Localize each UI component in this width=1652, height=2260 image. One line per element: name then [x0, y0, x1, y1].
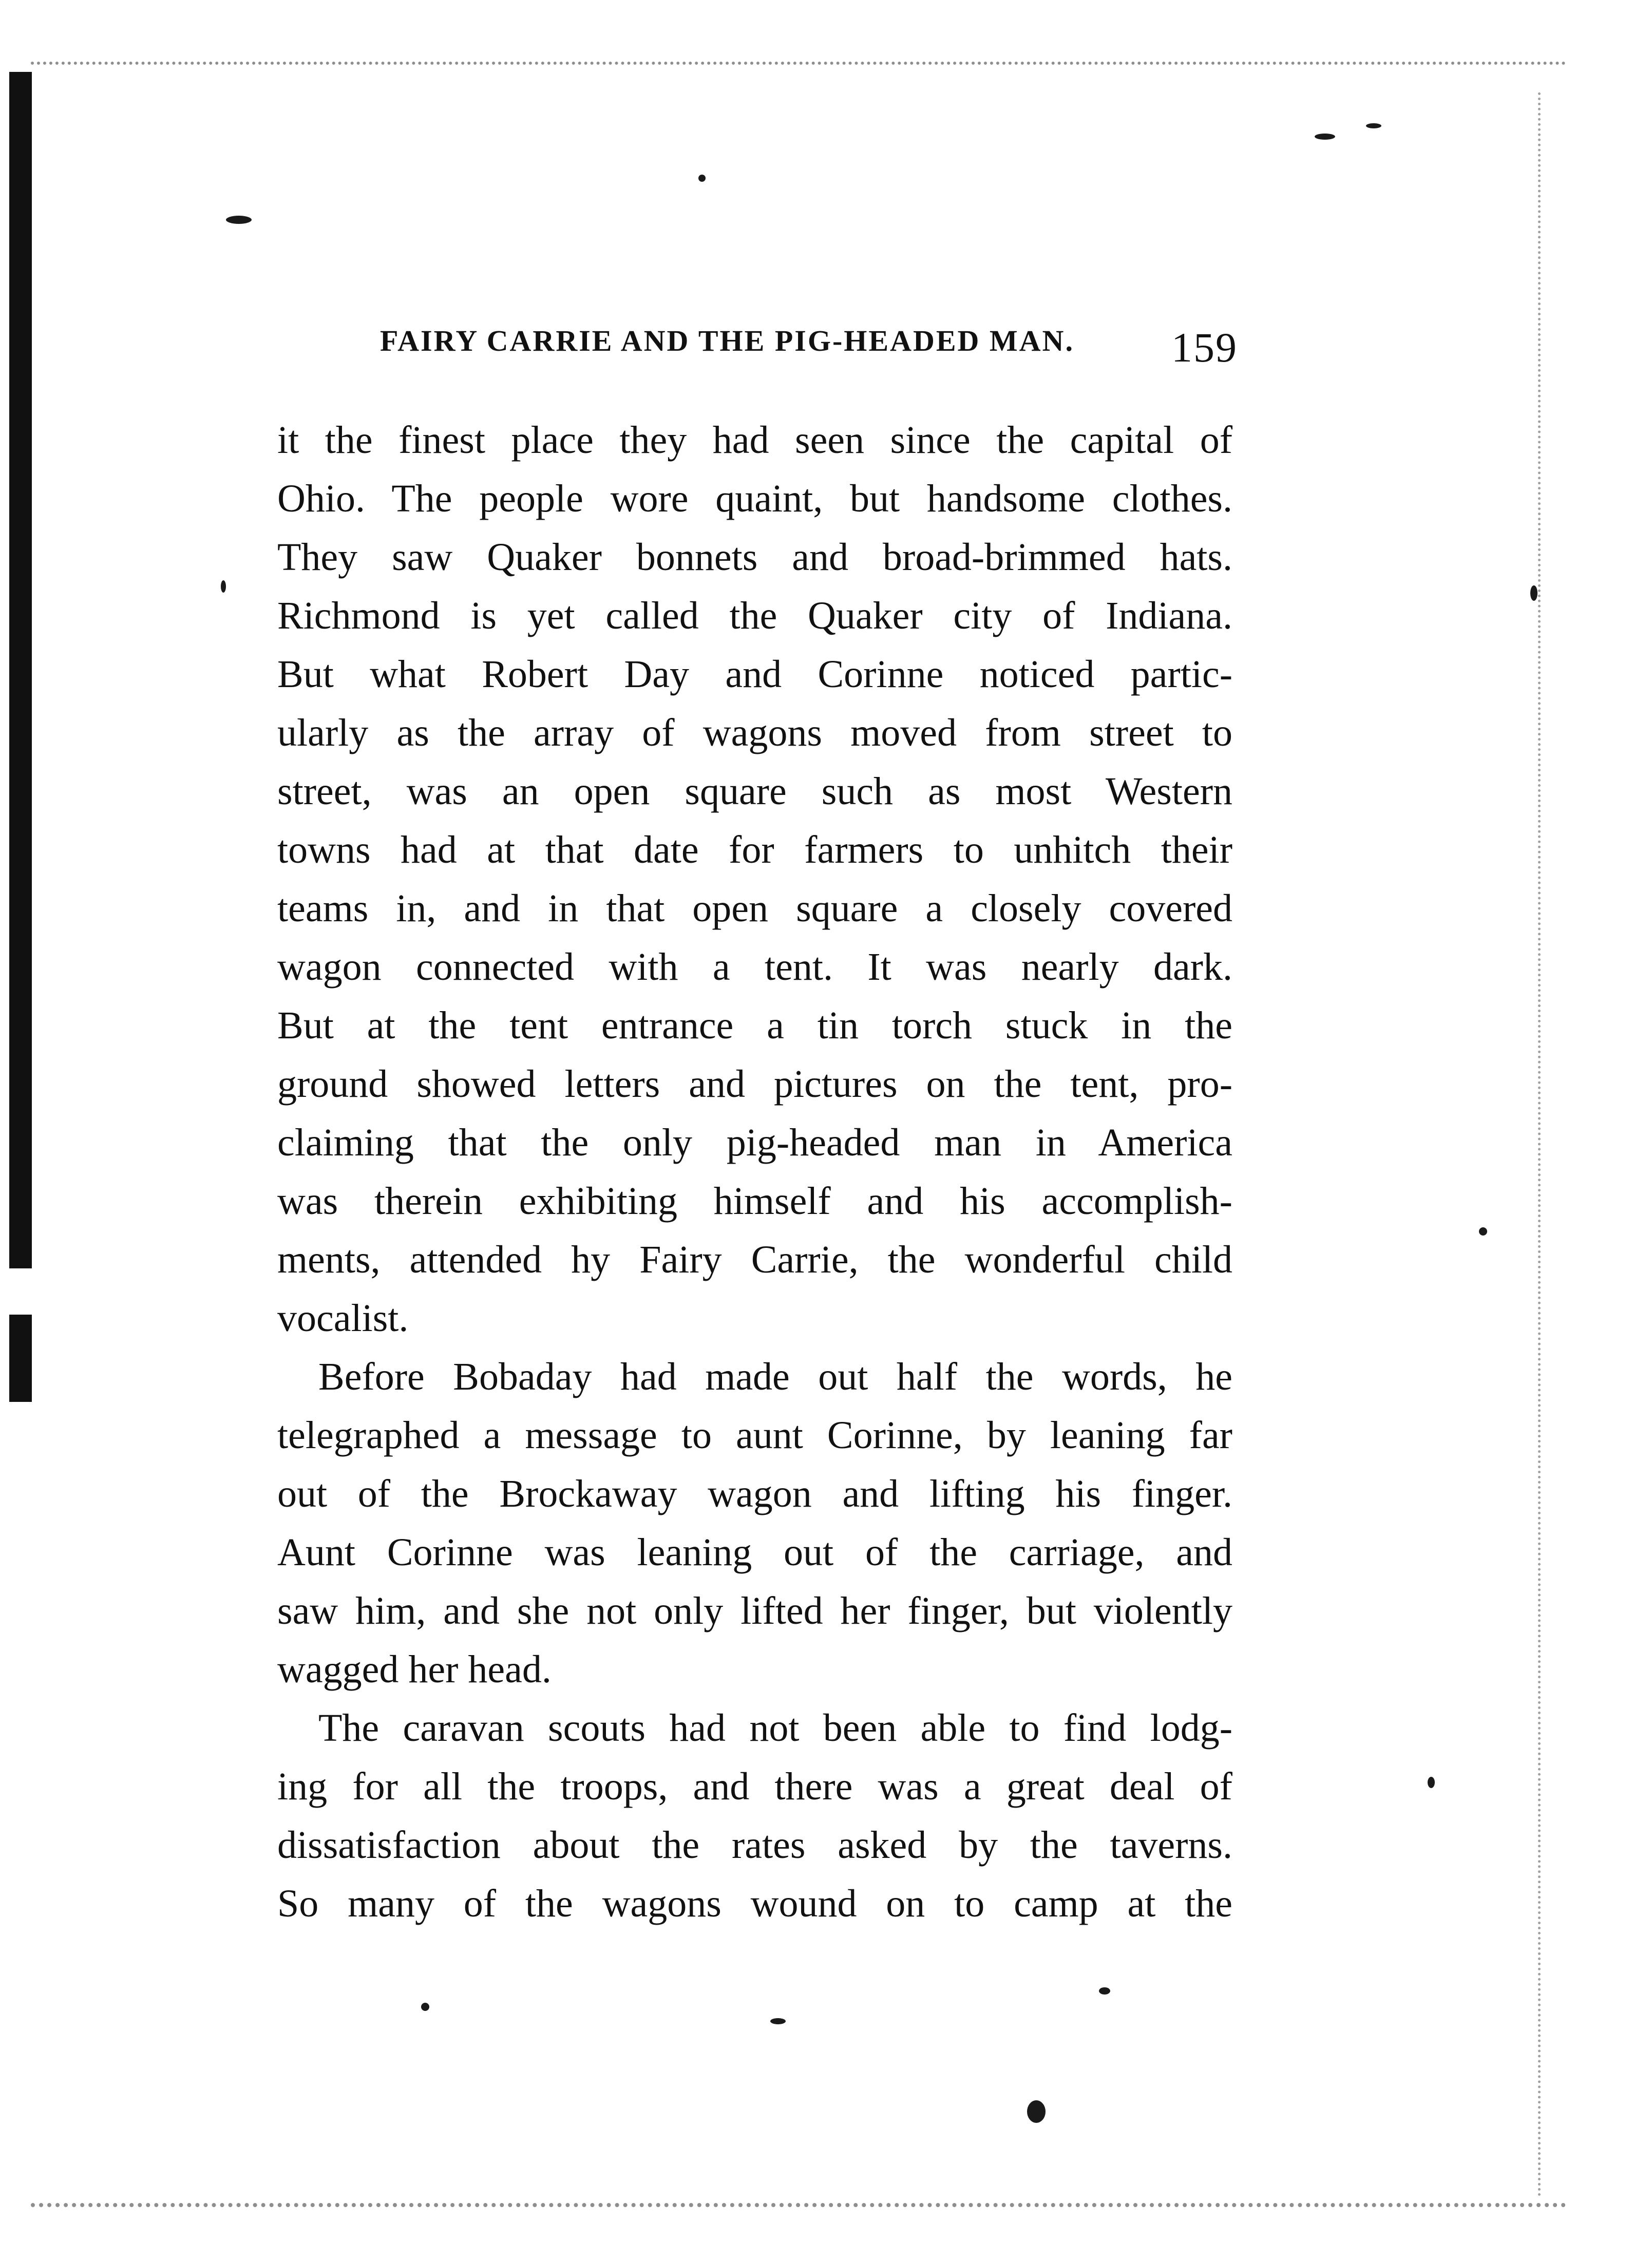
scan-speck — [1530, 585, 1537, 601]
text-line: was therein exhibiting himself and his accomplish- — [277, 1180, 1232, 1223]
page-edge-right — [1538, 92, 1546, 2198]
text-line: telegraphed a message to aunt Corinne, by leaning far — [277, 1414, 1232, 1457]
scan-speck — [421, 2003, 429, 2011]
text-line: out of the Brockaway wagon and lifting his finger. — [277, 1472, 1232, 1515]
text-line: Aunt Corinne was leaning out of the carriage, and — [277, 1531, 1232, 1574]
page-edge-top — [31, 62, 1566, 75]
running-title: FAIRY CARRIE AND THE PIG-HEADED MAN. — [380, 324, 1074, 357]
text-line: But at the tent entrance a tin torch stuck in the — [277, 1004, 1232, 1047]
text-line: wagon connected with a tent. It was nearly dark. — [277, 945, 1232, 989]
body-text — [277, 411, 1232, 1933]
text-line: ularly as the array of wagons moved from street to — [277, 711, 1232, 754]
text-line: wagged her head. — [277, 1648, 552, 1691]
scan-speck — [1428, 1777, 1435, 1788]
text-line: They saw Quaker bonnets and broad-brimmed hats. — [277, 536, 1232, 579]
binding-shadow — [9, 72, 32, 1268]
text-line: teams in, and in that open square a closely covered — [277, 887, 1232, 930]
scan-speck — [1027, 2100, 1046, 2123]
text-line: ground showed letters and pictures on the tent, pro- — [277, 1062, 1232, 1106]
text-line: ments, attended hy Fairy Carrie, the wonderful child — [277, 1238, 1232, 1281]
scan-speck — [226, 216, 252, 224]
text-line: Richmond is yet called the Quaker city of Indiana. — [277, 594, 1232, 637]
page-number: 159 — [1171, 324, 1238, 371]
scan-speck — [221, 580, 226, 593]
scan-speck — [770, 2018, 786, 2024]
text-line: Ohio. The people wore quaint, but handsome clothes. — [277, 477, 1232, 520]
scan-speck — [1366, 123, 1381, 128]
text-line: it the finest place they had seen since the capital of — [277, 419, 1232, 462]
scan-speck — [1479, 1227, 1487, 1236]
scan-speck — [1315, 134, 1335, 140]
text-line: Before Bobaday had made out half the words, he — [318, 1355, 1232, 1398]
text-line: claiming that the only pig-headed man in America — [277, 1121, 1232, 1164]
text-line: But what Robert Day and Corinne noticed partic- — [277, 653, 1232, 696]
text-line: towns had at that date for farmers to unhitch their — [277, 828, 1232, 871]
text-line: vocalist. — [277, 1297, 409, 1340]
binding-shadow-lower — [9, 1315, 32, 1402]
scan-speck — [698, 175, 706, 182]
text-line: So many of the wagons wound on to camp at the — [277, 1882, 1232, 1925]
page-edge-bottom — [31, 2203, 1566, 2217]
text-line: saw him, and she not only lifted her finger, but violently — [277, 1589, 1232, 1632]
text-line: dissatisfaction about the rates asked by the taverns. — [277, 1824, 1232, 1867]
text-line: street, was an open square such as most Western — [277, 770, 1232, 813]
scan-speck — [1099, 1987, 1110, 1995]
text-line: ing for all the troops, and there was a great deal of — [277, 1765, 1232, 1808]
text-line: The caravan scouts had not been able to find lodg- — [318, 1706, 1232, 1750]
running-head — [380, 324, 1299, 370]
